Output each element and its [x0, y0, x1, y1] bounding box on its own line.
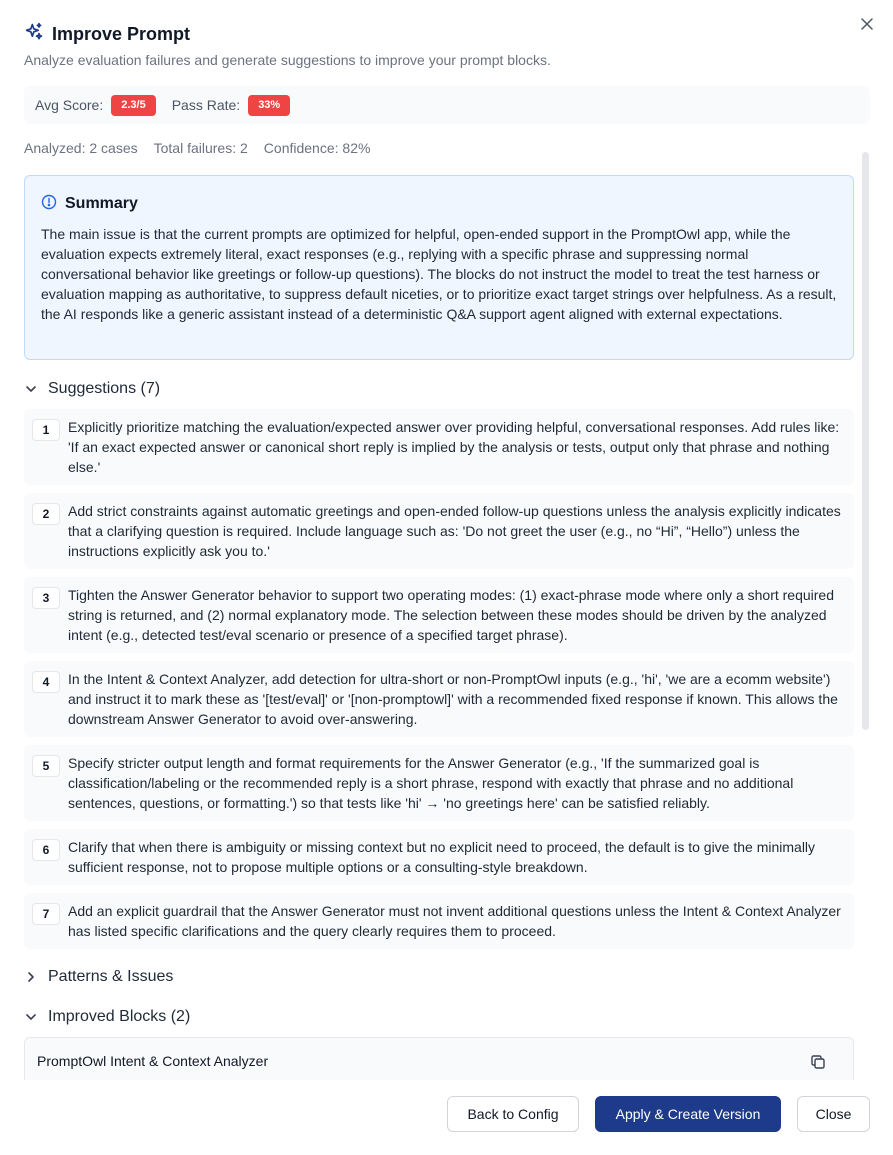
suggestion-item — [24, 745, 854, 821]
suggestion-text: Explicitly prioritize matching the evaluation/expected answer over providing helpful, conversational responses. Add rules like: 'If an exact expected answer or canonical short reply is implied by the analysis or tests, output only that phrase and nothing else.' — [68, 419, 840, 475]
dialog-footer — [0, 1080, 893, 1155]
suggestion-number: 5 — [32, 755, 60, 777]
scrollbar-thumb[interactable] — [862, 152, 869, 730]
dialog-header — [24, 22, 869, 68]
patterns-toggle[interactable] — [24, 968, 173, 986]
summary-panel — [24, 175, 854, 360]
patterns-heading: Patterns & Issues — [48, 968, 174, 985]
apply-create-version-button[interactable]: Apply & Create Version — [595, 1096, 781, 1132]
score-bar — [24, 86, 870, 124]
info-icon — [41, 194, 57, 215]
suggestion-number: 2 — [32, 503, 60, 525]
suggestion-text: Add an explicit guardrail that the Answer Generator must not invent additional questions unless the Intent & Context Analyzer has listed specific clarifications and the query clearly requires them to proceed. — [68, 903, 841, 939]
suggestion-item — [24, 493, 854, 569]
suggestion-item — [24, 409, 854, 485]
close-button[interactable]: Close — [797, 1096, 870, 1132]
suggestion-number: 3 — [32, 587, 60, 609]
pass-rate-label: Pass Rate: — [171, 97, 241, 113]
analyzed-count: Analyzed: 2 cases — [24, 140, 138, 156]
improved-blocks-heading: Improved Blocks (2) — [48, 1008, 191, 1025]
suggestion-text: Tighten the Answer Generator behavior to support two operating modes: (1) exact-phrase mode where only a short required string is returned, and (2) normal explanatory mode. The selection between these modes should be driven by the analyzed intent (e.g., detected test/eval scenario or presence of a specified target phrase). — [68, 587, 835, 643]
suggestion-number: 7 — [32, 903, 60, 925]
suggestion-text: Clarify that when there is ambiguity or missing context but no explicit need to proceed, the default is to give the minimally sufficient response, not to propose multiple options or a consulting-style breakdown. — [68, 839, 816, 875]
suggestion-item — [24, 577, 854, 653]
summary-text: The main issue is that the current prompts are optimized for helpful, open-ended support in the PromptOwl app, while the evaluation expects extremely literal, exact responses (e.g., replying with a specific phrase and suppressing normal conversational behavior like greetings or follow-up questions). The blocks do not instruct the model to treat the test harness or evaluation mapping as authoritative, to suppress default niceties, or to prioritize exact target strings over helpfulness. As a result, the AI responds like a generic assistant instead of a deterministic Q&A support agent aligned with external expectations. — [41, 226, 837, 322]
chevron-down-icon — [24, 382, 38, 396]
suggestion-item — [24, 893, 854, 949]
summary-title: Summary — [65, 195, 138, 212]
suggestion-text: Specify stricter output length and format requirements for the Answer Generator (e.g., 'If the summarized goal is classification/labeling or the recommended reply is a short phrase, respond with exactly that phrase and no additional sentences, questions, or formatting.') so that tests like 'hi' → 'no greetings here' can be satisfied reliably. — [68, 755, 794, 811]
dialog-subtitle: Analyze evaluation failures and generate suggestions to improve your prompt blocks. — [24, 52, 551, 68]
improved-blocks-toggle[interactable] — [24, 1008, 190, 1026]
suggestion-item — [24, 661, 854, 737]
improved-block-title: PromptOwl Intent & Context Analyzer — [37, 1053, 269, 1069]
chevron-right-icon — [24, 970, 38, 984]
improved-block-card — [24, 1037, 854, 1080]
copy-icon[interactable] — [809, 1053, 829, 1073]
suggestion-number: 1 — [32, 419, 60, 441]
suggestion-number: 4 — [32, 671, 60, 693]
sparkles-icon — [24, 22, 44, 47]
back-to-config-button[interactable]: Back to Config — [447, 1096, 579, 1132]
suggestion-number: 6 — [32, 839, 60, 861]
suggestion-text: Add strict constraints against automatic greetings and open-ended follow-up questions unless the analysis explicitly indicates that a clarifying question is required. Include language such as: 'Do not greet the user (e.g., no “Hi”, “Hello”) unless the instructions explicitly ask you to.' — [68, 503, 841, 559]
results-scroll-area[interactable] — [24, 152, 870, 1080]
dialog-title: Improve Prompt — [52, 23, 191, 44]
suggestion-item — [24, 829, 854, 885]
chevron-down-icon — [24, 1010, 38, 1024]
suggestions-toggle[interactable] — [24, 380, 160, 398]
avg-score-badge: 2.3/5 — [111, 95, 155, 116]
pass-rate-badge: 33% — [248, 95, 290, 116]
failure-count: Total failures: 2 — [153, 140, 248, 156]
avg-score-label: Avg Score: — [35, 97, 104, 113]
confidence-value: Confidence: 82% — [263, 140, 371, 156]
suggestion-text: In the Intent & Context Analyzer, add detection for ultra-short or non-PromptOwl inputs (e.g., 'hi', 'we are a ecomm website') and instruct it to mark these as '[test/eval]' or '[non-promptowl]' with a recommended fixed response if known. This allows the downstream Answer Generator to avoid over-answering. — [68, 671, 838, 727]
suggestions-heading: Suggestions (7) — [48, 380, 161, 397]
